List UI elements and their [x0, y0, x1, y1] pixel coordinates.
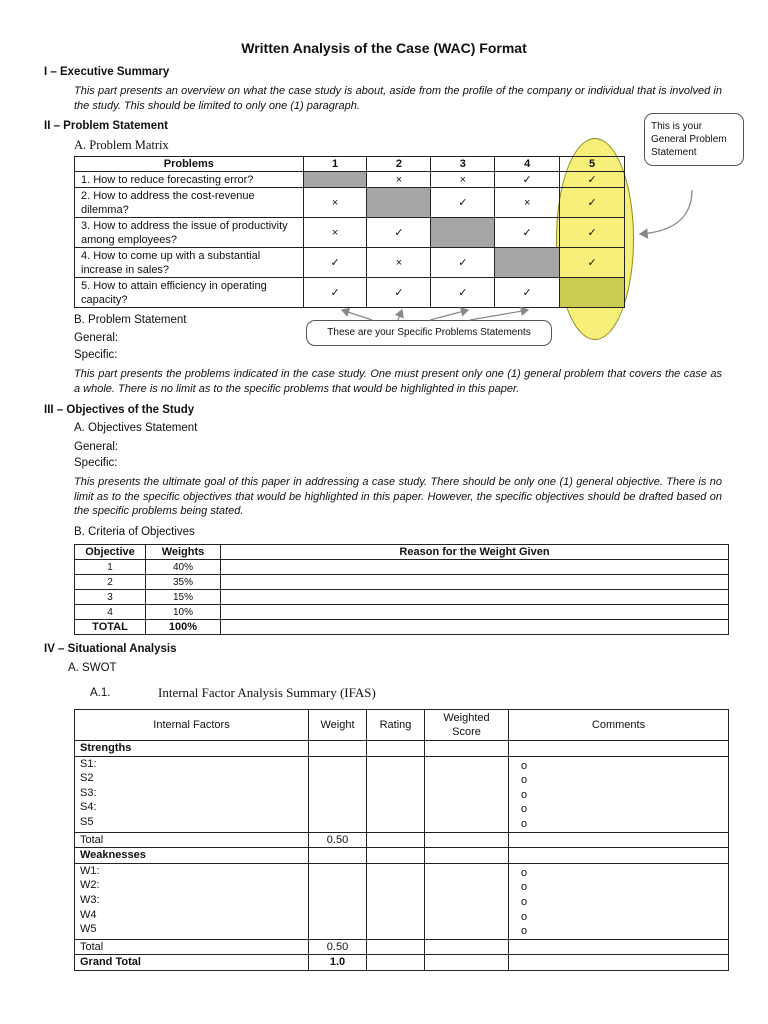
- matrix-cell: ✓: [495, 218, 560, 248]
- matrix-cell: ✓: [303, 278, 367, 308]
- matrix-cell: ×: [367, 248, 431, 278]
- table-row: [75, 620, 729, 635]
- matrix-problem: 5. How to attain efficiency in operating capacity?: [75, 278, 304, 308]
- strengths-total: 0.50: [309, 832, 367, 848]
- comment-bullet: o: [521, 881, 528, 894]
- matrix-cell: ×: [431, 172, 495, 188]
- list-item: S4:: [80, 801, 97, 814]
- matrix-cell: ✓: [431, 248, 495, 278]
- ifas-header: Weighted Score: [425, 710, 509, 741]
- list-item: W5: [80, 923, 97, 936]
- ifas-number: A.1.: [90, 687, 111, 699]
- criteria-reason: [221, 575, 729, 590]
- matrix-header: 1: [303, 157, 367, 172]
- matrix-cell: ✓: [560, 248, 625, 278]
- list-item: S2: [80, 772, 94, 785]
- matrix-cell: ×: [495, 188, 560, 218]
- weakness-comments: [509, 863, 729, 939]
- specific-arrow: [470, 310, 528, 320]
- callout-general: This is your General Problem Statement: [644, 113, 744, 166]
- weaknesses-label: Weaknesses: [75, 848, 309, 864]
- comment-bullet: o: [521, 803, 528, 816]
- table-row: [75, 575, 729, 590]
- comment-bullet: o: [521, 866, 528, 879]
- matrix-cell: ✓: [367, 278, 431, 308]
- specific-arrow: [430, 310, 468, 320]
- matrix-header: 2: [367, 157, 431, 172]
- objectives-specific-label: Specific:: [74, 457, 118, 469]
- objectives-para: This presents the ultimate goal of this paper in addressing a case study. There should be only one (1) general objective. There is no limit as to the specific objectives that would be highlighted in this paper. However, the specific objectives should be drafted based on the specific problems being stated.: [74, 476, 722, 517]
- ifas-header: Rating: [367, 710, 425, 741]
- table-row: [75, 590, 729, 605]
- criteria-total-label: TOTAL: [75, 620, 146, 635]
- grand-total-label: Grand Total: [75, 955, 309, 971]
- matrix-cell: ×: [303, 188, 367, 218]
- criteria-table: [74, 544, 729, 635]
- problem-heading: II – Problem Statement: [44, 120, 168, 132]
- matrix-cell: ×: [367, 172, 431, 188]
- matrix-cell: ✓: [367, 218, 431, 248]
- matrix-problem: 2. How to address the cost-revenue dilemma?: [75, 188, 304, 218]
- matrix-cell: ✓: [303, 248, 367, 278]
- matrix-cell: ✓: [431, 188, 495, 218]
- criteria-reason: [221, 620, 729, 635]
- page-title: Written Analysis of the Case (WAC) Format: [241, 40, 527, 56]
- matrix-header: Problems: [75, 157, 304, 172]
- comment-bullet: o: [521, 759, 528, 772]
- list-item: W4: [80, 908, 97, 921]
- ifas-header: Internal Factors: [75, 710, 309, 741]
- objectives-heading: III – Objectives of the Study: [44, 404, 195, 416]
- matrix-cell: ✓: [495, 278, 560, 308]
- swot-heading: A. SWOT: [68, 662, 117, 674]
- criteria-header: Weights: [146, 545, 221, 560]
- matrix-cell: ✓: [495, 172, 560, 188]
- grand-total: 1.0: [309, 955, 367, 971]
- criteria-obj: 1: [75, 560, 146, 575]
- criteria-header: Reason for the Weight Given: [221, 545, 729, 560]
- comment-bullet: o: [521, 910, 528, 923]
- list-item: S3:: [80, 786, 97, 799]
- comment-bullet: o: [521, 895, 528, 908]
- criteria-reason: [221, 605, 729, 620]
- matrix-cell: ×: [303, 218, 367, 248]
- strengths-label: Strengths: [75, 741, 309, 757]
- criteria-weight: 15%: [146, 590, 221, 605]
- problem-matrix-heading: A. Problem Matrix: [74, 138, 169, 152]
- list-item: S5: [80, 815, 94, 828]
- problem-para: This part presents the problems indicated in the case study. One must present only one (1) general problem that covers the case as a whole. There is no limit as to the specific problems that would be highlighted in this paper.: [74, 368, 722, 395]
- criteria-obj: 4: [75, 605, 146, 620]
- exec-summary-heading: I – Executive Summary: [44, 66, 170, 78]
- strength-comments: [509, 756, 729, 832]
- comment-bullet: o: [521, 817, 528, 830]
- criteria-weight: 10%: [146, 605, 221, 620]
- specific-arrow: [342, 310, 372, 320]
- specific-arrow: [398, 310, 402, 320]
- weaknesses-total: 0.50: [309, 939, 367, 955]
- matrix-header: 4: [495, 157, 560, 172]
- ifas-title: Internal Factor Analysis Summary (IFAS): [158, 685, 376, 700]
- criteria-heading: B. Criteria of Objectives: [74, 526, 195, 538]
- matrix-cell: ✓: [560, 218, 625, 248]
- list-item: W1:: [80, 864, 100, 877]
- matrix-header: 5: [560, 157, 625, 172]
- general-arrow: [640, 190, 692, 234]
- exec-summary-para: This part presents an overview on what the case study is about, aside from the profile of the company or individual that is involved in the study. This should be limited to only one (1) paragraph.: [74, 85, 722, 112]
- strengths-total-label: Total: [75, 832, 309, 848]
- weaknesses-list: [75, 863, 309, 939]
- strengths-list: [75, 756, 309, 832]
- list-item: S1:: [80, 757, 97, 770]
- comment-bullet: o: [521, 925, 528, 938]
- comment-bullet: o: [521, 774, 528, 787]
- table-row: [75, 605, 729, 620]
- matrix-cell: ✓: [431, 278, 495, 308]
- list-item: W2:: [80, 879, 100, 892]
- criteria-reason: [221, 560, 729, 575]
- callout-specific: These are your Specific Problems Statements: [306, 320, 552, 346]
- problem-statement-heading: B. Problem Statement: [74, 314, 187, 326]
- criteria-weight: 35%: [146, 575, 221, 590]
- table-row: [75, 560, 729, 575]
- weaknesses-total-label: Total: [75, 939, 309, 955]
- criteria-reason: [221, 590, 729, 605]
- matrix-problem: 3. How to address the issue of productivity among employees?: [75, 218, 304, 248]
- criteria-weight: 40%: [146, 560, 221, 575]
- matrix-problem: 4. How to come up with a substantial increase in sales?: [75, 248, 304, 278]
- comment-bullet: o: [521, 788, 528, 801]
- objectives-statement-heading: A. Objectives Statement: [74, 422, 198, 434]
- matrix-cell: ✓: [560, 188, 625, 218]
- ifas-header: Comments: [509, 710, 729, 741]
- matrix-problem: 1. How to reduce forecasting error?: [75, 172, 304, 188]
- list-item: W3:: [80, 893, 100, 906]
- criteria-obj: 3: [75, 590, 146, 605]
- ifas-table: [74, 709, 729, 971]
- problem-general-label: General:: [74, 332, 119, 344]
- matrix-header: 3: [431, 157, 495, 172]
- matrix-cell: ✓: [560, 172, 625, 188]
- situational-heading: IV – Situational Analysis: [44, 643, 177, 655]
- criteria-header: Objective: [75, 545, 146, 560]
- criteria-obj: 2: [75, 575, 146, 590]
- problem-specific-label: Specific:: [74, 349, 118, 361]
- criteria-total-value: 100%: [146, 620, 221, 635]
- objectives-general-label: General:: [74, 441, 119, 453]
- ifas-header: Weight: [309, 710, 367, 741]
